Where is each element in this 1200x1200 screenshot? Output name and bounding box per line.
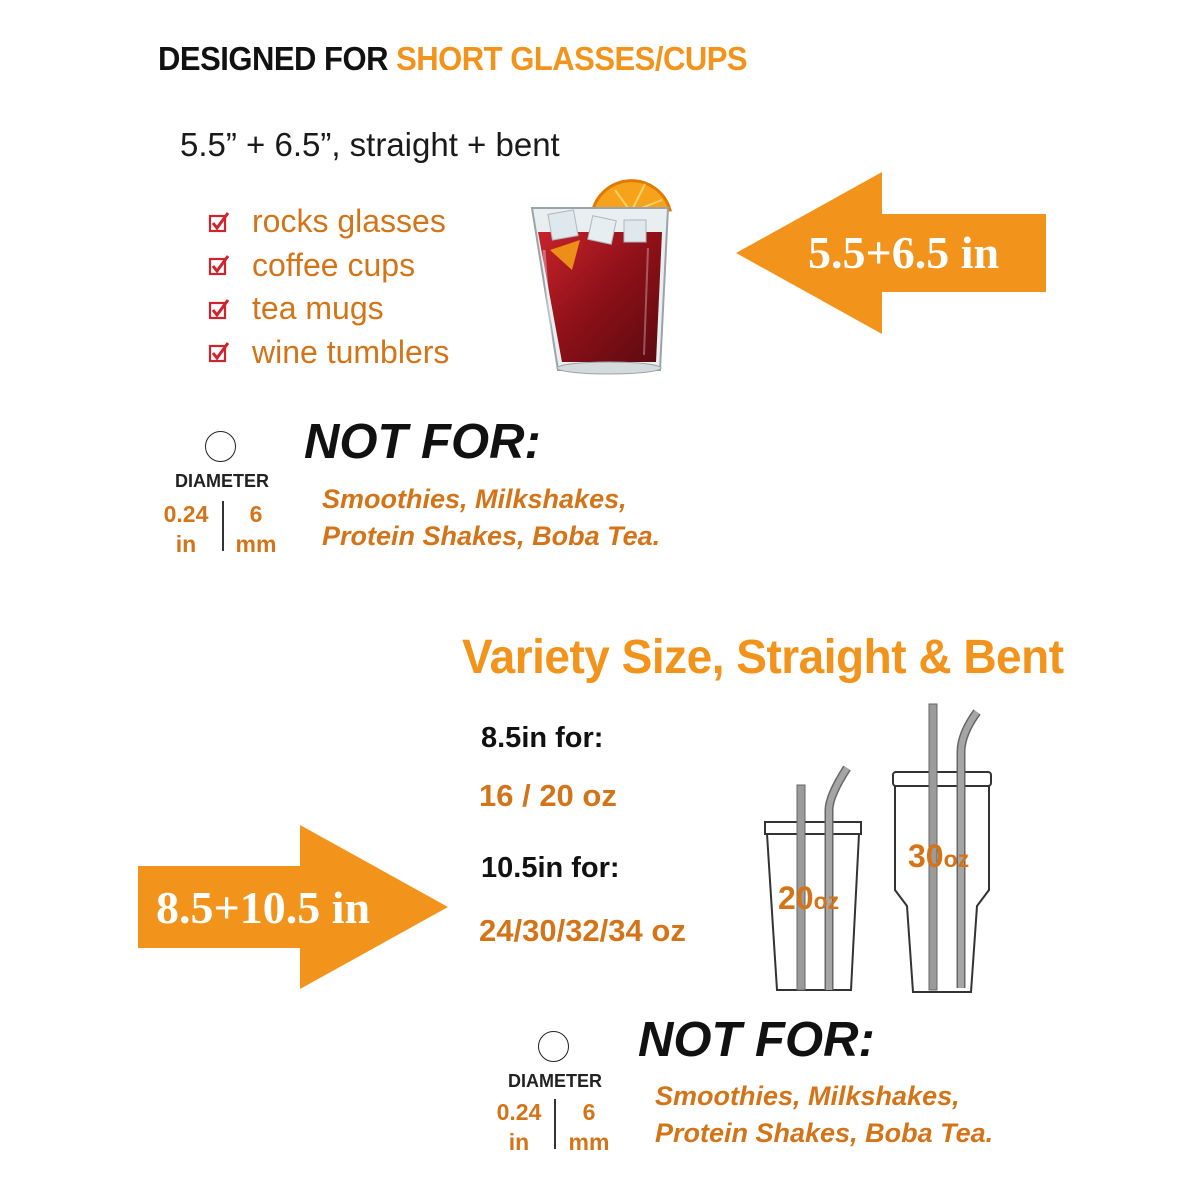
bottom-title: Variety Size, Straight & Bent — [462, 629, 1064, 684]
top-arrow-label: 5.5+6.5 in — [808, 227, 1000, 278]
checkbox-check-icon — [208, 211, 230, 233]
checkbox-check-icon — [208, 341, 230, 363]
not-for-heading: NOT FOR: — [304, 415, 541, 469]
size1-label: 8.5in for: — [481, 722, 604, 754]
diameter-divider — [222, 501, 224, 551]
diameter-inch-unit: in — [175, 531, 197, 557]
tumbler-straw-illustration — [755, 700, 1015, 1000]
diameter-mm — [228, 499, 284, 559]
top-title — [158, 40, 747, 79]
size1-value: 16 / 20 oz — [479, 778, 617, 813]
top-title-prefix: DESIGNED FOR — [158, 40, 397, 78]
list-item — [208, 200, 449, 244]
checkbox-check-icon — [208, 298, 230, 320]
use-label: rocks glasses — [252, 203, 446, 240]
not-for-line-1: Smoothies, Milkshakes, — [655, 1081, 960, 1111]
size2-label: 10.5in for: — [481, 852, 620, 884]
size2-value: 24/30/32/34 oz — [479, 913, 686, 948]
top-title-highlight: SHORT GLASSES/CUPS — [396, 40, 748, 78]
diameter-inch-unit: in — [508, 1129, 530, 1155]
diameter-inch — [491, 1097, 547, 1157]
not-for-heading: NOT FOR: — [638, 1013, 875, 1067]
cup-small-unit: oz — [813, 888, 840, 914]
diameter-mm-value: 6 — [582, 1099, 596, 1125]
top-subtitle: 5.5” + 6.5”, straight + bent — [180, 126, 560, 163]
cup-small-label — [778, 880, 839, 917]
uses-checklist — [208, 200, 449, 374]
list-item — [208, 331, 449, 375]
diameter-circle-icon — [205, 431, 236, 462]
cup-large-num: 30 — [908, 838, 944, 874]
use-label: wine tumblers — [252, 333, 450, 370]
cocktail-glass-illustration — [520, 170, 680, 380]
diameter-circle-icon — [538, 1031, 569, 1062]
not-for-list — [655, 1078, 993, 1152]
diameter-divider — [554, 1099, 556, 1149]
not-for-line-2: Protein Shakes, Boba Tea. — [655, 1118, 994, 1148]
diameter-inch-value: 0.24 — [496, 1099, 542, 1125]
not-for-line-2: Protein Shakes, Boba Tea. — [322, 521, 661, 551]
use-label: tea mugs — [252, 290, 384, 327]
diameter-inch — [158, 499, 214, 559]
diameter-mm-value: 6 — [249, 501, 263, 527]
cup-large-label — [908, 838, 969, 875]
diameter-mm-unit: mm — [568, 1129, 610, 1155]
diameter-label: DIAMETER — [175, 471, 269, 491]
use-label: coffee cups — [252, 246, 416, 283]
list-item — [208, 244, 449, 288]
small-cup-icon — [765, 768, 861, 990]
not-for-line-1: Smoothies, Milkshakes, — [322, 484, 627, 514]
diameter-label: DIAMETER — [508, 1071, 602, 1091]
diameter-inch-value: 0.24 — [163, 501, 209, 527]
cup-small-num: 20 — [778, 880, 814, 916]
bottom-arrow-label: 8.5+10.5 in — [156, 882, 371, 933]
diameter-mm — [561, 1097, 617, 1157]
checkbox-check-icon — [208, 254, 230, 276]
list-item — [208, 287, 449, 331]
diameter-mm-unit: mm — [235, 531, 277, 557]
cup-large-unit: oz — [943, 846, 970, 872]
not-for-list — [322, 481, 660, 555]
